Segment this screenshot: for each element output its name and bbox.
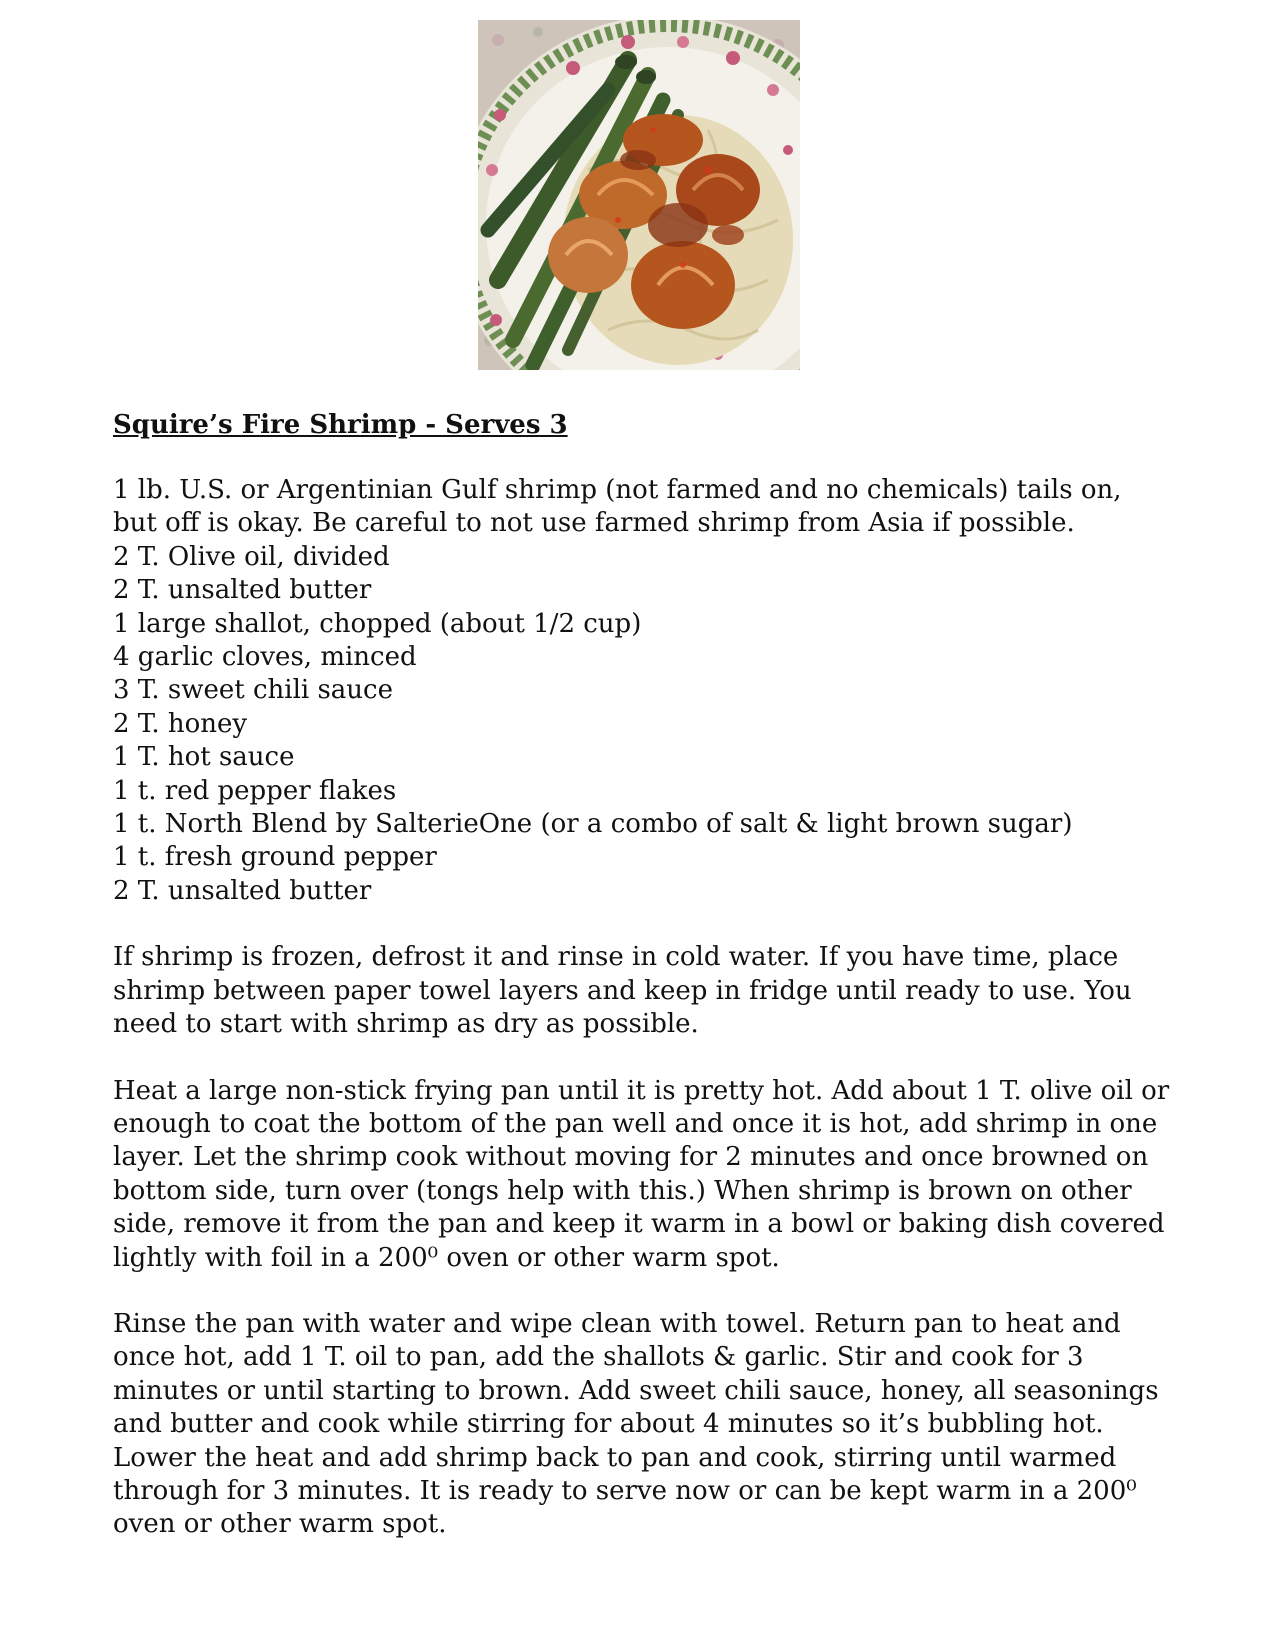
ingredient-item: 1 lb. U.S. or Argentinian Gulf shrimp (not farmed and no chemicals) tails on, but off is okay. Be careful to not use farmed shrimp from Asia if possible. (113, 475, 1122, 539)
recipe-title: Squire’s Fire Shrimp - Serves 3 (113, 410, 568, 440)
ingredient-item: 2 T. unsalted butter (113, 575, 372, 606)
ingredient-item: 2 T. unsalted butter (113, 875, 372, 906)
recipe-body (113, 408, 1173, 1542)
ingredient-item: 1 t. fresh ground pepper (113, 842, 437, 873)
ingredient-item: 3 T. sweet chili sauce (113, 675, 393, 706)
ingredient-item: 1 t. North Blend by SalterieOne (or a combo of salt & light brown sugar) (113, 809, 1073, 840)
ingredient-item: 4 garlic cloves, minced (113, 642, 417, 673)
ingredient-item: 2 T. Olive oil, divided (113, 541, 390, 572)
instruction-step: If shrimp is frozen, defrost it and rinse in cold water. If you have time, place shrimp between paper towel layers and keep in fridge until ready to use. You need to start with shrimp as dry as possible. (113, 942, 1132, 1040)
ingredient-item: 1 T. hot sauce (113, 742, 295, 773)
shrimp-plate-image (478, 20, 800, 370)
ingredient-item: 2 T. honey (113, 708, 248, 739)
ingredient-item: 1 large shallot, chopped (about 1/2 cup) (113, 608, 642, 639)
dish-photo (478, 20, 800, 370)
instruction-step: Heat a large non-stick frying pan until it is pretty hot. Add about 1 T. olive oil or enough to coat the bottom of the pan well and once it is hot, add shrimp in one layer. Let the shrimp cook without moving for 2 minutes and once browned on bottom side, turn over (tongs help with this.) When shrimp is brown on other side, remove it from the pan and keep it warm in a bowl or baking dish covered lightly with foil in a 200⁰ oven or other warm spot. (113, 1075, 1170, 1273)
ingredient-list (113, 474, 1173, 908)
instruction-step: Rinse the pan with water and wipe clean with towel. Return pan to heat and once hot, add 1 T. oil to pan, add the shallots & garlic. Stir and cook for 3 minutes or until starting to brown. Add sweet chili sauce, honey, all seasonings and butter and cook while stirring for about 4 minutes so it’s bubbling hot. Lower the heat and add shrimp back to pan and cook, stirring until warmed through for 3 minutes. It is ready to serve now or can be kept warm in a 200⁰ oven or other warm spot. (113, 1308, 1159, 1540)
ingredient-item: 1 t. red pepper flakes (113, 775, 397, 806)
